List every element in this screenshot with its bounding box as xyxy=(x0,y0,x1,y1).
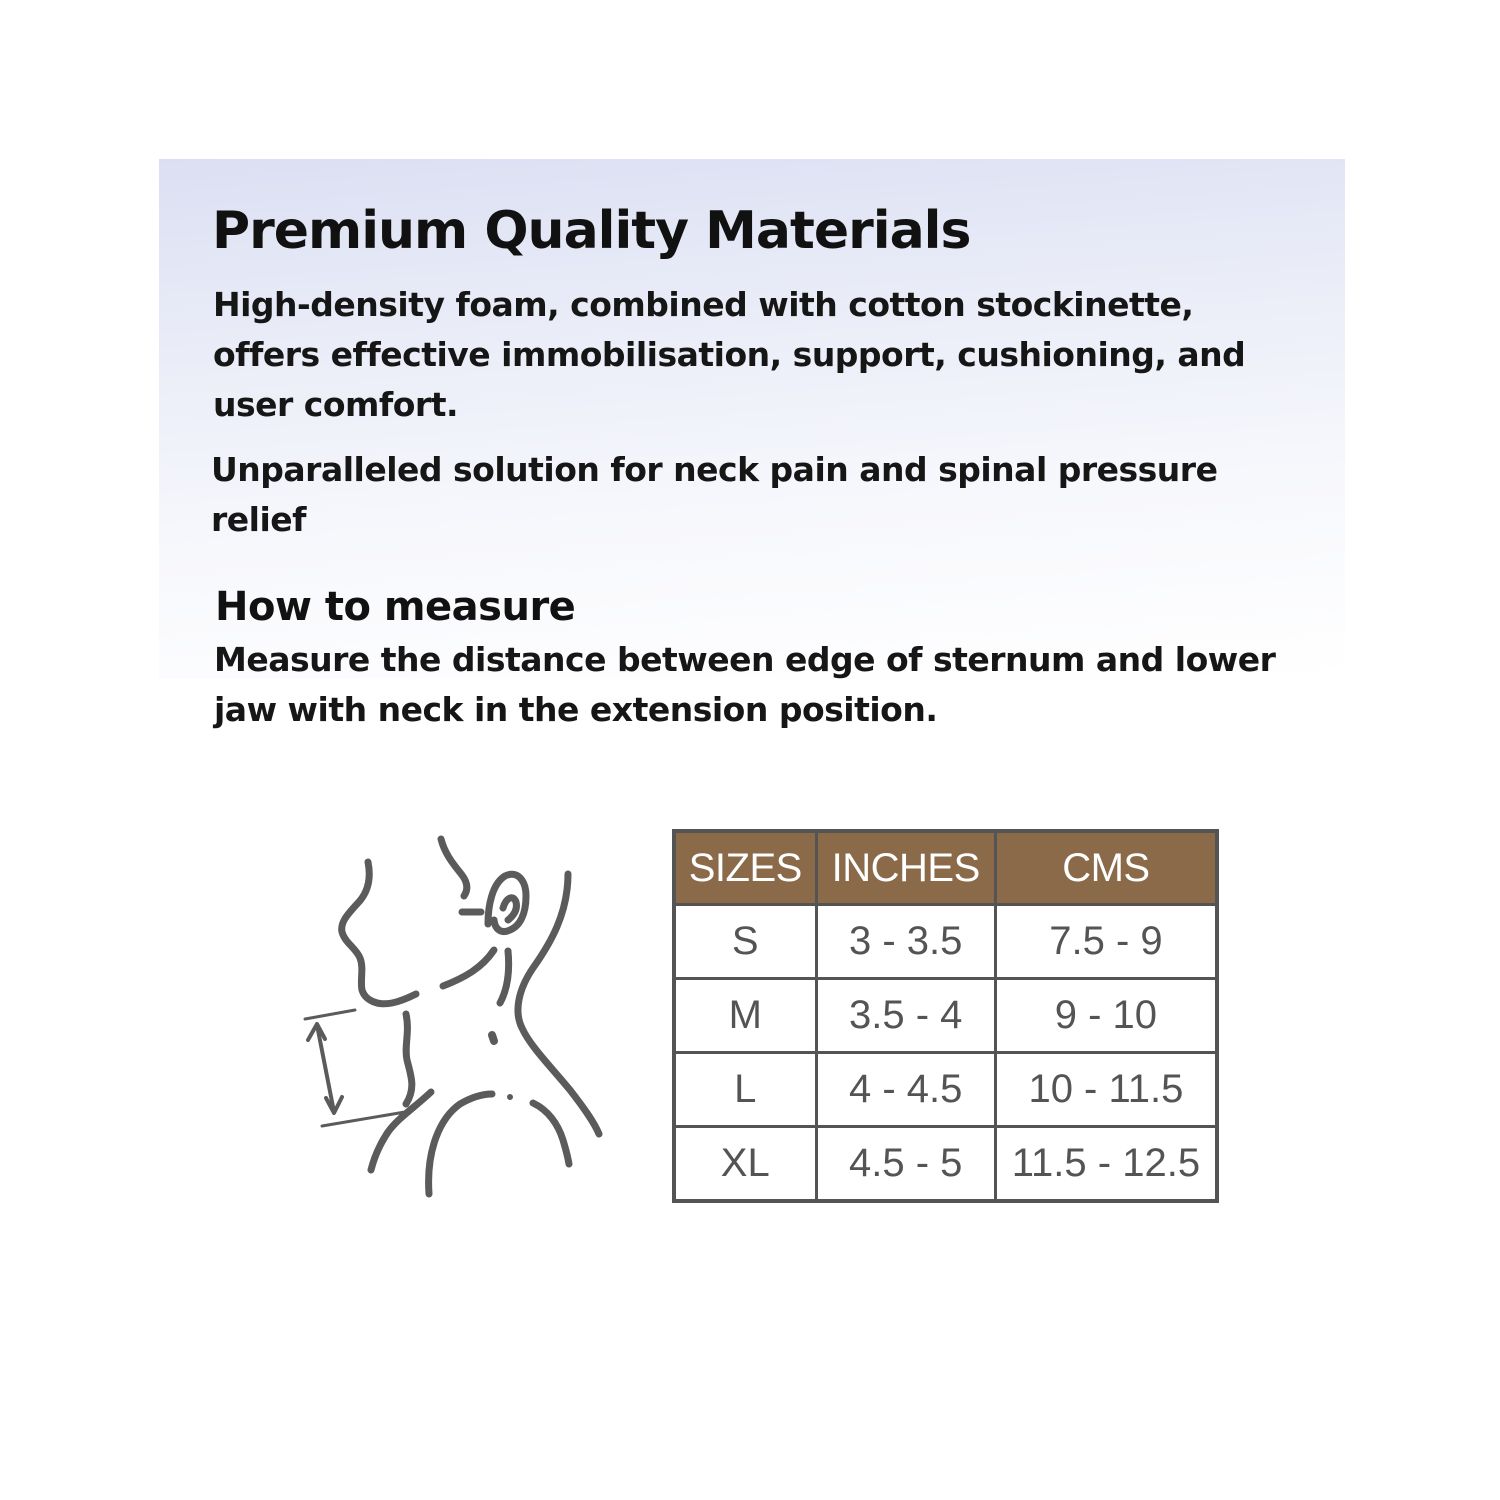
header-inches: INCHES xyxy=(816,831,995,905)
upper-guide-line xyxy=(305,1010,355,1019)
size-cell: XL xyxy=(674,1126,816,1201)
measure-instructions: Measure the distance between edge of sternum and lower jaw with neck in the extension position. xyxy=(214,640,1276,729)
materials-benefit: Unparalleled solution for neck pain and spinal pressure relief xyxy=(211,450,1218,539)
measure-title: How to measure xyxy=(215,584,576,630)
cms-cell: 11.5 - 12.5 xyxy=(995,1126,1217,1201)
header-sizes: SIZES xyxy=(674,831,816,905)
inches-cell: 4 - 4.5 xyxy=(816,1052,995,1126)
face-profile-line xyxy=(342,862,416,1004)
materials-description: High-density foam, combined with cotton stockinette, offers effective immobilisation, support, cushioning, and user comfort. xyxy=(213,285,1246,424)
neck-measurement-icon xyxy=(290,825,620,1205)
nose-line xyxy=(441,839,467,896)
back-head-line xyxy=(518,874,599,1134)
right-shoulder-line xyxy=(533,1103,569,1164)
neck-front-line xyxy=(406,1014,412,1104)
left-shoulder-line xyxy=(371,1092,431,1170)
size-cell: L xyxy=(674,1052,816,1126)
inches-cell: 3.5 - 4 xyxy=(816,978,995,1052)
chest-curve-line xyxy=(429,1094,492,1194)
table-row xyxy=(674,905,1217,979)
neck-side-line xyxy=(500,951,509,1003)
table-row xyxy=(674,1126,1217,1201)
materials-title: Premium Quality Materials xyxy=(212,201,971,261)
spine-dot xyxy=(507,1094,513,1100)
cms-cell: 7.5 - 9 xyxy=(995,905,1217,979)
size-chart-header-row xyxy=(674,831,1217,905)
inches-cell: 4.5 - 5 xyxy=(816,1126,995,1201)
size-chart-table xyxy=(672,829,1219,1203)
jaw-line xyxy=(443,950,494,986)
cms-cell: 9 - 10 xyxy=(995,978,1217,1052)
size-cell: S xyxy=(674,905,816,979)
spine-mark xyxy=(492,1035,494,1041)
table-row xyxy=(674,1052,1217,1126)
ear-inner-line xyxy=(503,898,516,920)
size-cell: M xyxy=(674,978,816,1052)
inches-cell: 3 - 3.5 xyxy=(816,905,995,979)
header-cms: CMS xyxy=(995,831,1217,905)
table-row xyxy=(674,978,1217,1052)
cms-cell: 10 - 11.5 xyxy=(995,1052,1217,1126)
